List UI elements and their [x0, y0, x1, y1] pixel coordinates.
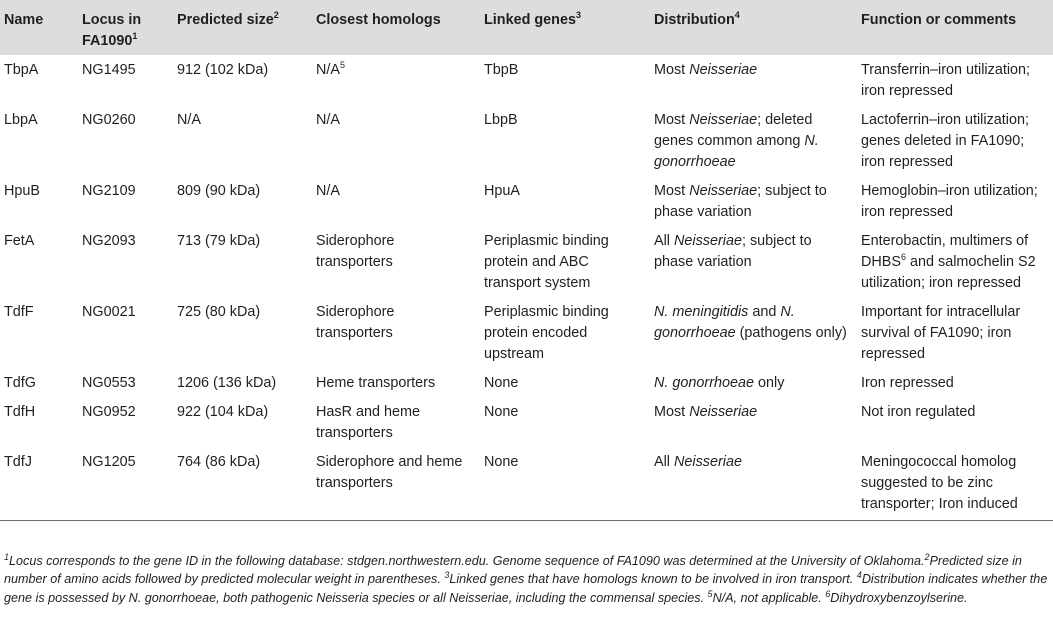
footnote-text: N/A, not applicable. — [712, 590, 826, 605]
column-header-label: Closest homologs — [316, 12, 441, 28]
cell-homologs — [310, 226, 478, 297]
cell-linked: None — [484, 375, 519, 391]
cell-locus: NG0553 — [82, 375, 136, 391]
function-text: Transferrin–iron utilization; iron repressed — [861, 62, 1031, 99]
cell-homologs — [310, 105, 478, 176]
distribution-text: Neisseriae — [689, 62, 758, 78]
cell-size: 725 (80 kDa) — [177, 304, 261, 320]
cell-linked: None — [484, 404, 519, 420]
cell-size: 764 (86 kDa) — [171, 447, 310, 521]
column-header — [0, 0, 76, 55]
cell-locus: NG0260 — [82, 112, 136, 128]
footnote-marker: 6 — [900, 252, 906, 263]
distribution-text: Neisseriae — [689, 404, 758, 420]
cell-function — [855, 105, 1053, 176]
cell-function — [855, 397, 1053, 447]
table-row — [0, 226, 1053, 297]
cell-name: TdfH — [4, 404, 36, 420]
cell-size: N/A — [177, 112, 201, 128]
cell-linked: Periplasmic binding protein and ABC transport system — [484, 233, 609, 291]
footnote-marker: 4 — [734, 10, 740, 21]
function-text: Lactoferrin–iron utilization; genes deleted in FA1090; iron repressed — [861, 112, 1029, 170]
function-text: Iron repressed — [861, 375, 954, 391]
cell-size: 912 (102 kDa) — [177, 62, 269, 78]
cell-linked: None — [478, 447, 648, 521]
cell-homologs — [310, 368, 478, 397]
distribution-text: Neisseriae — [674, 233, 742, 249]
distribution-text: Most — [654, 183, 690, 199]
column-header-label: Function or comments — [861, 12, 1017, 28]
distribution-text: N. gonorrhoeae — [654, 304, 795, 341]
cell-linked: LbpB — [484, 112, 518, 128]
table-body — [0, 55, 1053, 521]
cell-name: TdfJ — [0, 447, 76, 521]
homologs-text: HasR and heme transporters — [316, 404, 420, 441]
cell-distribution — [648, 447, 855, 521]
column-header-label: Linked genes — [484, 12, 576, 28]
column-header-label: Predicted size — [177, 12, 274, 28]
distribution-text: only — [754, 375, 785, 391]
table-row — [0, 397, 1053, 447]
distribution-text: Neisseriae — [689, 112, 758, 128]
table-row — [0, 105, 1053, 176]
distribution-text: Most — [654, 112, 690, 128]
cell-locus: NG1205 — [76, 447, 171, 521]
cell-size: 809 (90 kDa) — [177, 183, 261, 199]
function-text: Meningococcal homolog suggested to be zinc transporter; Iron induced — [861, 454, 1018, 512]
cell-size: 1206 (136 kDa) — [177, 375, 277, 391]
table-row — [0, 368, 1053, 397]
distribution-text: Neisseriae — [689, 183, 758, 199]
cell-homologs — [310, 297, 478, 368]
table-row — [0, 447, 1053, 521]
cell-homologs — [310, 397, 478, 447]
cell-distribution — [648, 55, 855, 105]
cell-name: TdfF — [4, 304, 34, 320]
homologs-text: Siderophore transporters — [316, 304, 395, 341]
cell-linked: TbpB — [484, 62, 519, 78]
footnote-number: 3 — [444, 570, 450, 581]
cell-distribution — [648, 368, 855, 397]
column-header — [76, 0, 171, 55]
cell-distribution — [648, 176, 855, 226]
column-header — [171, 0, 310, 55]
distribution-text: (pathogens only) — [735, 325, 847, 341]
column-header — [648, 0, 855, 55]
distribution-text: All — [654, 454, 674, 470]
table-row — [0, 297, 1053, 368]
cell-locus: NG0952 — [82, 404, 136, 420]
cell-linked: Periplasmic binding protein encoded upstream — [484, 304, 609, 362]
table-header-row — [0, 0, 1053, 55]
cell-function — [855, 226, 1053, 297]
cell-function — [855, 447, 1053, 521]
distribution-text: Most — [654, 404, 690, 420]
cell-homologs — [310, 55, 478, 105]
footnote-number: 5 — [707, 588, 713, 599]
homologs-text: N/A — [316, 183, 340, 199]
cell-function — [855, 176, 1053, 226]
homologs-text: N/A — [316, 62, 340, 78]
distribution-text: Most — [654, 62, 690, 78]
table-footnotes — [4, 552, 1052, 607]
footnote-text: Dihydroxybenzoylserine. — [830, 590, 968, 605]
homologs-text: Siderophore transporters — [316, 233, 395, 270]
cell-name: TbpA — [4, 62, 39, 78]
footnote-number: 6 — [825, 588, 831, 599]
footnote-number: 1 — [4, 551, 10, 562]
cell-locus: NG0021 — [82, 304, 136, 320]
footnote-marker: 1 — [132, 31, 138, 42]
footnote-text: Locus corresponds to the gene ID in the following database: stdgen.northwestern.edu. Genome sequence of FA1090 was determined at the University of Oklahoma. — [9, 554, 925, 568]
homologs-text: Siderophore and heme transporters — [316, 454, 463, 491]
footnote-number: 2 — [924, 551, 930, 562]
cell-name: HpuB — [4, 183, 40, 199]
distribution-text: N. gonorrhoeae — [654, 375, 755, 391]
distribution-text: Neisseriae — [674, 454, 742, 470]
function-text: and salmochelin S2 utilization; iron repressed — [861, 254, 1036, 291]
cell-locus: NG1495 — [82, 62, 136, 78]
distribution-text: N. meningitidis — [654, 304, 749, 320]
cell-name: LbpA — [4, 112, 38, 128]
footnote-text: Predicted size in number of amino acids followed by predicted molecular weight in parentheses. — [4, 554, 1022, 587]
footnote-marker: 2 — [273, 10, 279, 21]
homologs-text: Heme transporters — [316, 375, 436, 391]
footnote-marker: 5 — [340, 60, 346, 71]
distribution-text: N. gonorrhoeae — [654, 133, 819, 170]
cell-locus: NG2093 — [82, 233, 136, 249]
footnote-text: Distribution indicates whether the gene is possessed by N. gonorrhoeae, both pathogenic Neisseria species or all Neisseriae, including the commensal species. — [4, 572, 1048, 605]
column-header — [478, 0, 648, 55]
footnote-text: Linked genes that have homologs known to be involved in iron transport. — [449, 572, 857, 587]
cell-homologs — [310, 176, 478, 226]
column-header-label: Distribution — [654, 12, 735, 28]
cell-function — [855, 368, 1053, 397]
function-text: Enterobactin, multimers of DHBS — [861, 233, 1029, 270]
function-text: Important for intracellular survival of FA1090; iron repressed — [861, 304, 1021, 362]
distribution-text: and — [748, 304, 781, 320]
cell-name: TdfG — [4, 375, 36, 391]
cell-homologs — [310, 447, 478, 521]
column-header-label: Name — [4, 12, 44, 28]
cell-distribution — [648, 297, 855, 368]
function-text: Not iron regulated — [861, 404, 976, 420]
table-row — [0, 55, 1053, 105]
homologs-text: N/A — [316, 112, 340, 128]
cell-locus: NG2109 — [82, 183, 136, 199]
column-header — [855, 0, 1053, 55]
cell-linked: HpuA — [484, 183, 520, 199]
cell-function — [855, 55, 1053, 105]
cell-name: FetA — [4, 233, 35, 249]
cell-size: 713 (79 kDa) — [177, 233, 261, 249]
footnote-marker: 3 — [575, 10, 581, 21]
distribution-text: ; subject to phase variation — [654, 233, 812, 270]
cell-size: 922 (104 kDa) — [177, 404, 269, 420]
cell-function — [855, 297, 1053, 368]
cell-distribution — [648, 105, 855, 176]
column-header-label: Locus in FA1090 — [82, 12, 142, 49]
table-row — [0, 176, 1053, 226]
distribution-text: ; subject to phase variation — [654, 183, 827, 220]
distribution-text: ; deleted genes common among — [654, 112, 813, 149]
distribution-text: All — [654, 233, 674, 249]
footnote-number: 4 — [856, 570, 862, 581]
function-text: Hemoglobin–iron utilization; iron repressed — [861, 183, 1038, 220]
cell-distribution — [648, 397, 855, 447]
cell-distribution — [648, 226, 855, 297]
column-header — [310, 0, 478, 55]
